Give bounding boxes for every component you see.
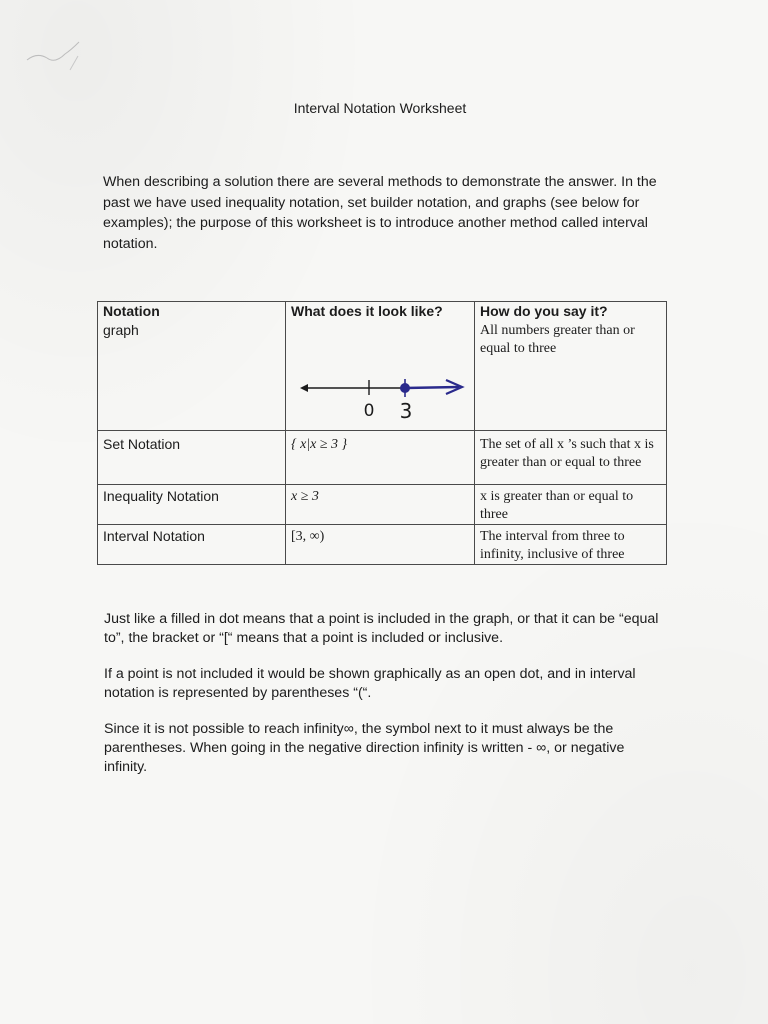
interval-label: Interval Notation [98,525,286,565]
intro-paragraph: When describing a solution there are several methods to demonstrate the answer. In the past we have used inequality notation, set builder notation, and graphs (see below for examples); the purpose of this worksheet is to introduce another method called interval notation. [103,174,657,252]
page-title: Interval Notation Worksheet [293,100,467,116]
header-say: How do you say it? [475,302,667,322]
table-row-interval [98,525,667,565]
graph-cell [286,321,475,431]
table-row-set [98,431,667,485]
graph-label: graph [98,321,286,431]
interval-look: [3, ∞) [286,525,475,565]
graph-say: All numbers greater than or equal to three [475,321,667,431]
set-say: The set of all x ’s such that x is greater than or equal to three [475,431,667,485]
table-header-row [98,302,667,322]
set-look: { x|x ≥ 3 } [286,431,475,485]
set-label: Set Notation [98,431,286,485]
header-notation: Notation [98,302,286,322]
number-line-graph [294,367,469,422]
paragraph-parentheses: If a point is not included it would be shown graphically as an open dot, and in interval notation is represented by parentheses “(“. [104,666,636,701]
table-row-inequality [98,485,667,525]
inequality-say: x is greater than or equal to three [475,485,667,525]
paragraph-bracket: Just like a filled in dot means that a point is included in the graph, or that it can be “equal to”, the bracket or “[“ means that a point is included or inclusive. [104,611,659,646]
inequality-label: Inequality Notation [98,485,286,525]
table-row-graph [98,321,667,431]
label-three: 3 [399,399,413,422]
header-look: What does it look like? [286,302,475,322]
pen-mark [22,40,92,80]
label-zero: 0 [363,401,375,421]
inequality-look: x ≥ 3 [286,485,475,525]
solution-ray [405,387,459,388]
paragraph-infinity: Since it is not possible to reach infinity∞, the symbol next to it must always be the parentheses. When going in the negative direction infinity is written - ∞, or negative infinity. [104,721,625,775]
filled-dot-icon [400,383,410,393]
interval-say: The interval from three to infinity, inclusive of three [475,525,667,565]
notation-table [97,301,667,565]
